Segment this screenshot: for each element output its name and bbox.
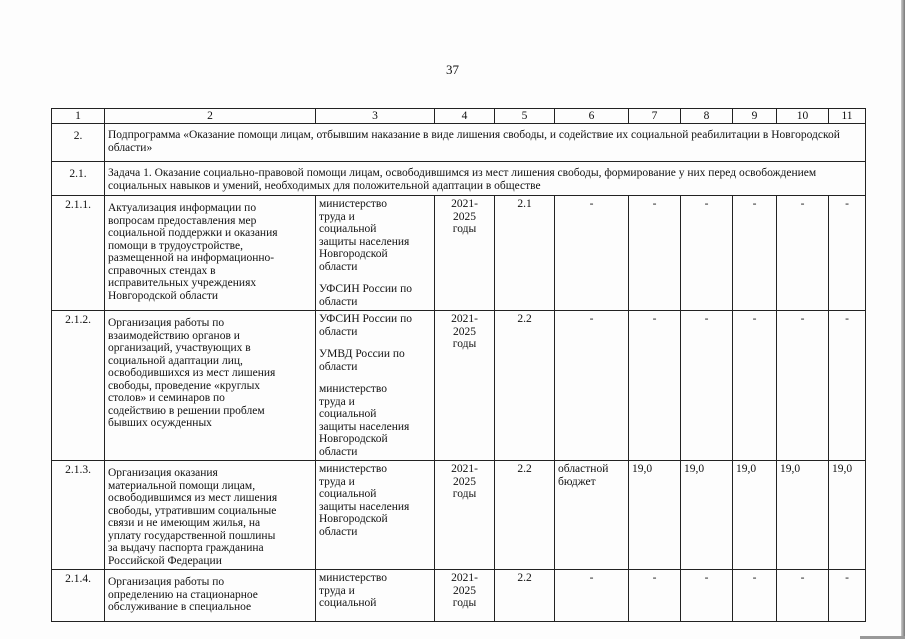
text-line: защиты населения: [319, 235, 410, 248]
text-line: -: [589, 198, 594, 210]
activity-funding-source: [555, 311, 629, 461]
text-line: Новгородской: [319, 513, 388, 525]
text-line: бывших осужденных: [108, 417, 212, 429]
text-line: социальной адаптации лиц,: [108, 354, 243, 367]
text-line: 2025: [453, 584, 476, 597]
activity-period: [435, 311, 495, 461]
text-line: министерство: [319, 463, 387, 475]
text-line: министерство: [319, 572, 387, 584]
header-cell: 11: [829, 109, 866, 124]
activity-value: -: [733, 196, 777, 311]
activity-value: 19,0: [829, 461, 866, 570]
executor-group: [319, 463, 431, 538]
text-line: освободившихся из мест лишения: [108, 367, 276, 379]
activity-row: [52, 196, 866, 311]
text-line: Новгородской: [319, 248, 388, 260]
spacer: [319, 338, 431, 348]
header-cell: 8: [681, 109, 733, 124]
header-cell: 7: [629, 109, 681, 124]
scan-edge: [901, 0, 905, 639]
header-cell: 9: [733, 109, 777, 124]
text-line: труда и: [319, 395, 355, 408]
text-line: Организация работы по: [108, 576, 225, 588]
text-line: обслуживание в специальное: [108, 601, 252, 613]
text-line: 2021-: [451, 572, 478, 584]
executor-group: [319, 198, 431, 273]
text-line: бюджет: [558, 475, 596, 488]
activity-indicator: 2.2: [495, 461, 555, 570]
text-line: годы: [452, 338, 477, 350]
header-cell: 1: [52, 109, 105, 124]
executor-group: [319, 313, 431, 338]
text-line: УМВД России по: [319, 348, 405, 360]
activity-number: 2.1.4.: [52, 570, 105, 622]
activity-value: -: [629, 311, 681, 461]
text-line: содействию в решении проблем: [108, 404, 265, 417]
text-line: УФСИН России по: [319, 313, 412, 325]
activity-value: -: [681, 196, 733, 311]
activity-executors: [316, 196, 435, 311]
text-line: областной: [558, 463, 609, 475]
text-line: области: [319, 525, 358, 538]
activity-name: [105, 570, 316, 622]
text-line: за выдачу паспорта гражданина: [108, 542, 264, 554]
header-cell: 2: [105, 109, 316, 124]
activity-period: [435, 196, 495, 311]
header-cell: 3: [316, 109, 435, 124]
text-line: социальной поддержки и оказания: [108, 227, 278, 239]
activity-value: -: [733, 570, 777, 622]
activity-value: -: [681, 570, 733, 622]
text-line: защиты населения: [319, 420, 410, 433]
activity-number: 2.1.3.: [52, 461, 105, 570]
activity-period: [435, 570, 495, 622]
activity-value: -: [777, 570, 829, 622]
activity-indicator: 2.2: [495, 311, 555, 461]
text-line: столов» и семинаров по: [108, 392, 225, 404]
text-line: свободы, утратившим социальные: [108, 504, 277, 517]
text-line: помощи в трудоустройстве,: [108, 239, 244, 252]
text-line: социальной: [319, 223, 377, 235]
activity-number: 2.1.1.: [52, 196, 105, 311]
text-line: защиты населения: [319, 500, 410, 513]
text-line: Организация работы по: [108, 317, 225, 329]
activity-name: [105, 461, 316, 570]
text-line: освободившимся из мест лишения: [108, 492, 278, 504]
activity-value: -: [681, 311, 733, 461]
activity-name: [105, 196, 316, 311]
header-row: [52, 109, 866, 124]
text-line: социальной: [319, 488, 377, 500]
text-line: уплату государственной пошлины: [108, 529, 276, 542]
activity-funding-source: [555, 570, 629, 622]
text-line: труда и: [319, 475, 355, 488]
text-line: годы: [452, 223, 477, 235]
subprogram-title: Подпрограмма «Оказание помощи лицам, отбывшим наказание в виде лишения свободы, и содействие их социальной реабилитации в Новгородской области»: [105, 124, 866, 162]
text-line: 2025: [453, 210, 476, 223]
text-line: 2021-: [451, 313, 478, 325]
text-line: организаций, участвующих в: [108, 342, 251, 354]
text-line: социальной: [319, 597, 377, 609]
activity-period: [435, 461, 495, 570]
text-line: УФСИН России по: [319, 283, 412, 295]
text-line: материальной помощи лицам,: [108, 479, 256, 492]
activity-executors: [316, 570, 435, 622]
executor-group: [319, 348, 431, 373]
activity-row: [52, 461, 866, 570]
text-line: годы: [452, 597, 477, 609]
text-line: -: [589, 572, 594, 584]
activity-executors: [316, 311, 435, 461]
text-line: Новгородской области: [108, 289, 219, 302]
text-line: области: [319, 295, 358, 308]
task-title: Задача 1. Оказание социально-правовой помощи лицам, освободившимся из мест лишения свободы, формирование у них перед освобождением социальных навыков и умений, необходимых для положительной адаптации в обществе: [105, 162, 866, 196]
text-line: -: [589, 313, 594, 325]
spacer: [319, 373, 431, 383]
activity-funding-source: [555, 461, 629, 570]
text-line: области: [319, 360, 358, 373]
activity-value: 19,0: [733, 461, 777, 570]
text-line: определению на стационарное: [108, 588, 258, 601]
activity-funding-source: [555, 196, 629, 311]
activity-value: -: [777, 196, 829, 311]
text-line: справочных стендах в: [108, 264, 216, 277]
activity-value: -: [777, 311, 829, 461]
text-line: 2021-: [451, 463, 478, 475]
text-line: Российской Федерации: [108, 554, 222, 567]
text-line: свободы, проведение «круглых: [108, 379, 261, 392]
executor-group: [319, 572, 431, 610]
spacer: [319, 273, 431, 283]
program-table: [51, 108, 866, 622]
header-cell: 10: [777, 109, 829, 124]
text-line: связи и не имеющим жилья, на: [108, 517, 261, 529]
activity-value: 19,0: [629, 461, 681, 570]
activity-value: -: [733, 311, 777, 461]
text-line: исправительных учреждениях: [108, 277, 257, 289]
activity-indicator: 2.1: [495, 196, 555, 311]
text-line: социальной: [319, 408, 377, 420]
activity-value: 19,0: [681, 461, 733, 570]
text-line: области: [319, 325, 358, 338]
text-line: области: [319, 445, 358, 458]
text-line: министерство: [319, 198, 387, 210]
text-line: труда и: [319, 210, 355, 223]
text-line: министерство: [319, 383, 387, 395]
page-number: 37: [446, 62, 459, 77]
text-line: Актуализация информации по: [108, 202, 257, 214]
task-number: 2.1.: [52, 162, 105, 196]
subprogram-row: [52, 124, 866, 162]
text-line: Организация оказания: [108, 467, 218, 479]
header-cell: 4: [435, 109, 495, 124]
activity-value: -: [829, 570, 866, 622]
activity-value: 19,0: [777, 461, 829, 570]
task-row: [52, 162, 866, 196]
activity-value: -: [629, 570, 681, 622]
text-line: вопросам предоставления мер: [108, 214, 257, 227]
text-line: Новгородской: [319, 433, 388, 445]
text-line: размещенной на информационно-: [108, 252, 275, 264]
activity-indicator: 2.2: [495, 570, 555, 622]
text-line: 2025: [453, 475, 476, 488]
activity-executors: [316, 461, 435, 570]
text-line: 2025: [453, 325, 476, 338]
header-cell: 5: [495, 109, 555, 124]
executor-group: [319, 383, 431, 458]
activity-value: -: [829, 311, 866, 461]
text-line: годы: [452, 488, 477, 500]
text-line: области: [319, 260, 358, 273]
activity-name: [105, 311, 316, 461]
activity-number: 2.1.2.: [52, 311, 105, 461]
executor-group: [319, 283, 431, 308]
activity-value: -: [629, 196, 681, 311]
activity-row: [52, 311, 866, 461]
header-cell: 6: [555, 109, 629, 124]
text-line: труда и: [319, 584, 355, 597]
activity-row: [52, 570, 866, 622]
text-line: взаимодействию органов и: [108, 329, 240, 342]
subprogram-number: 2.: [52, 124, 105, 162]
text-line: 2021-: [451, 198, 478, 210]
activity-value: -: [829, 196, 866, 311]
